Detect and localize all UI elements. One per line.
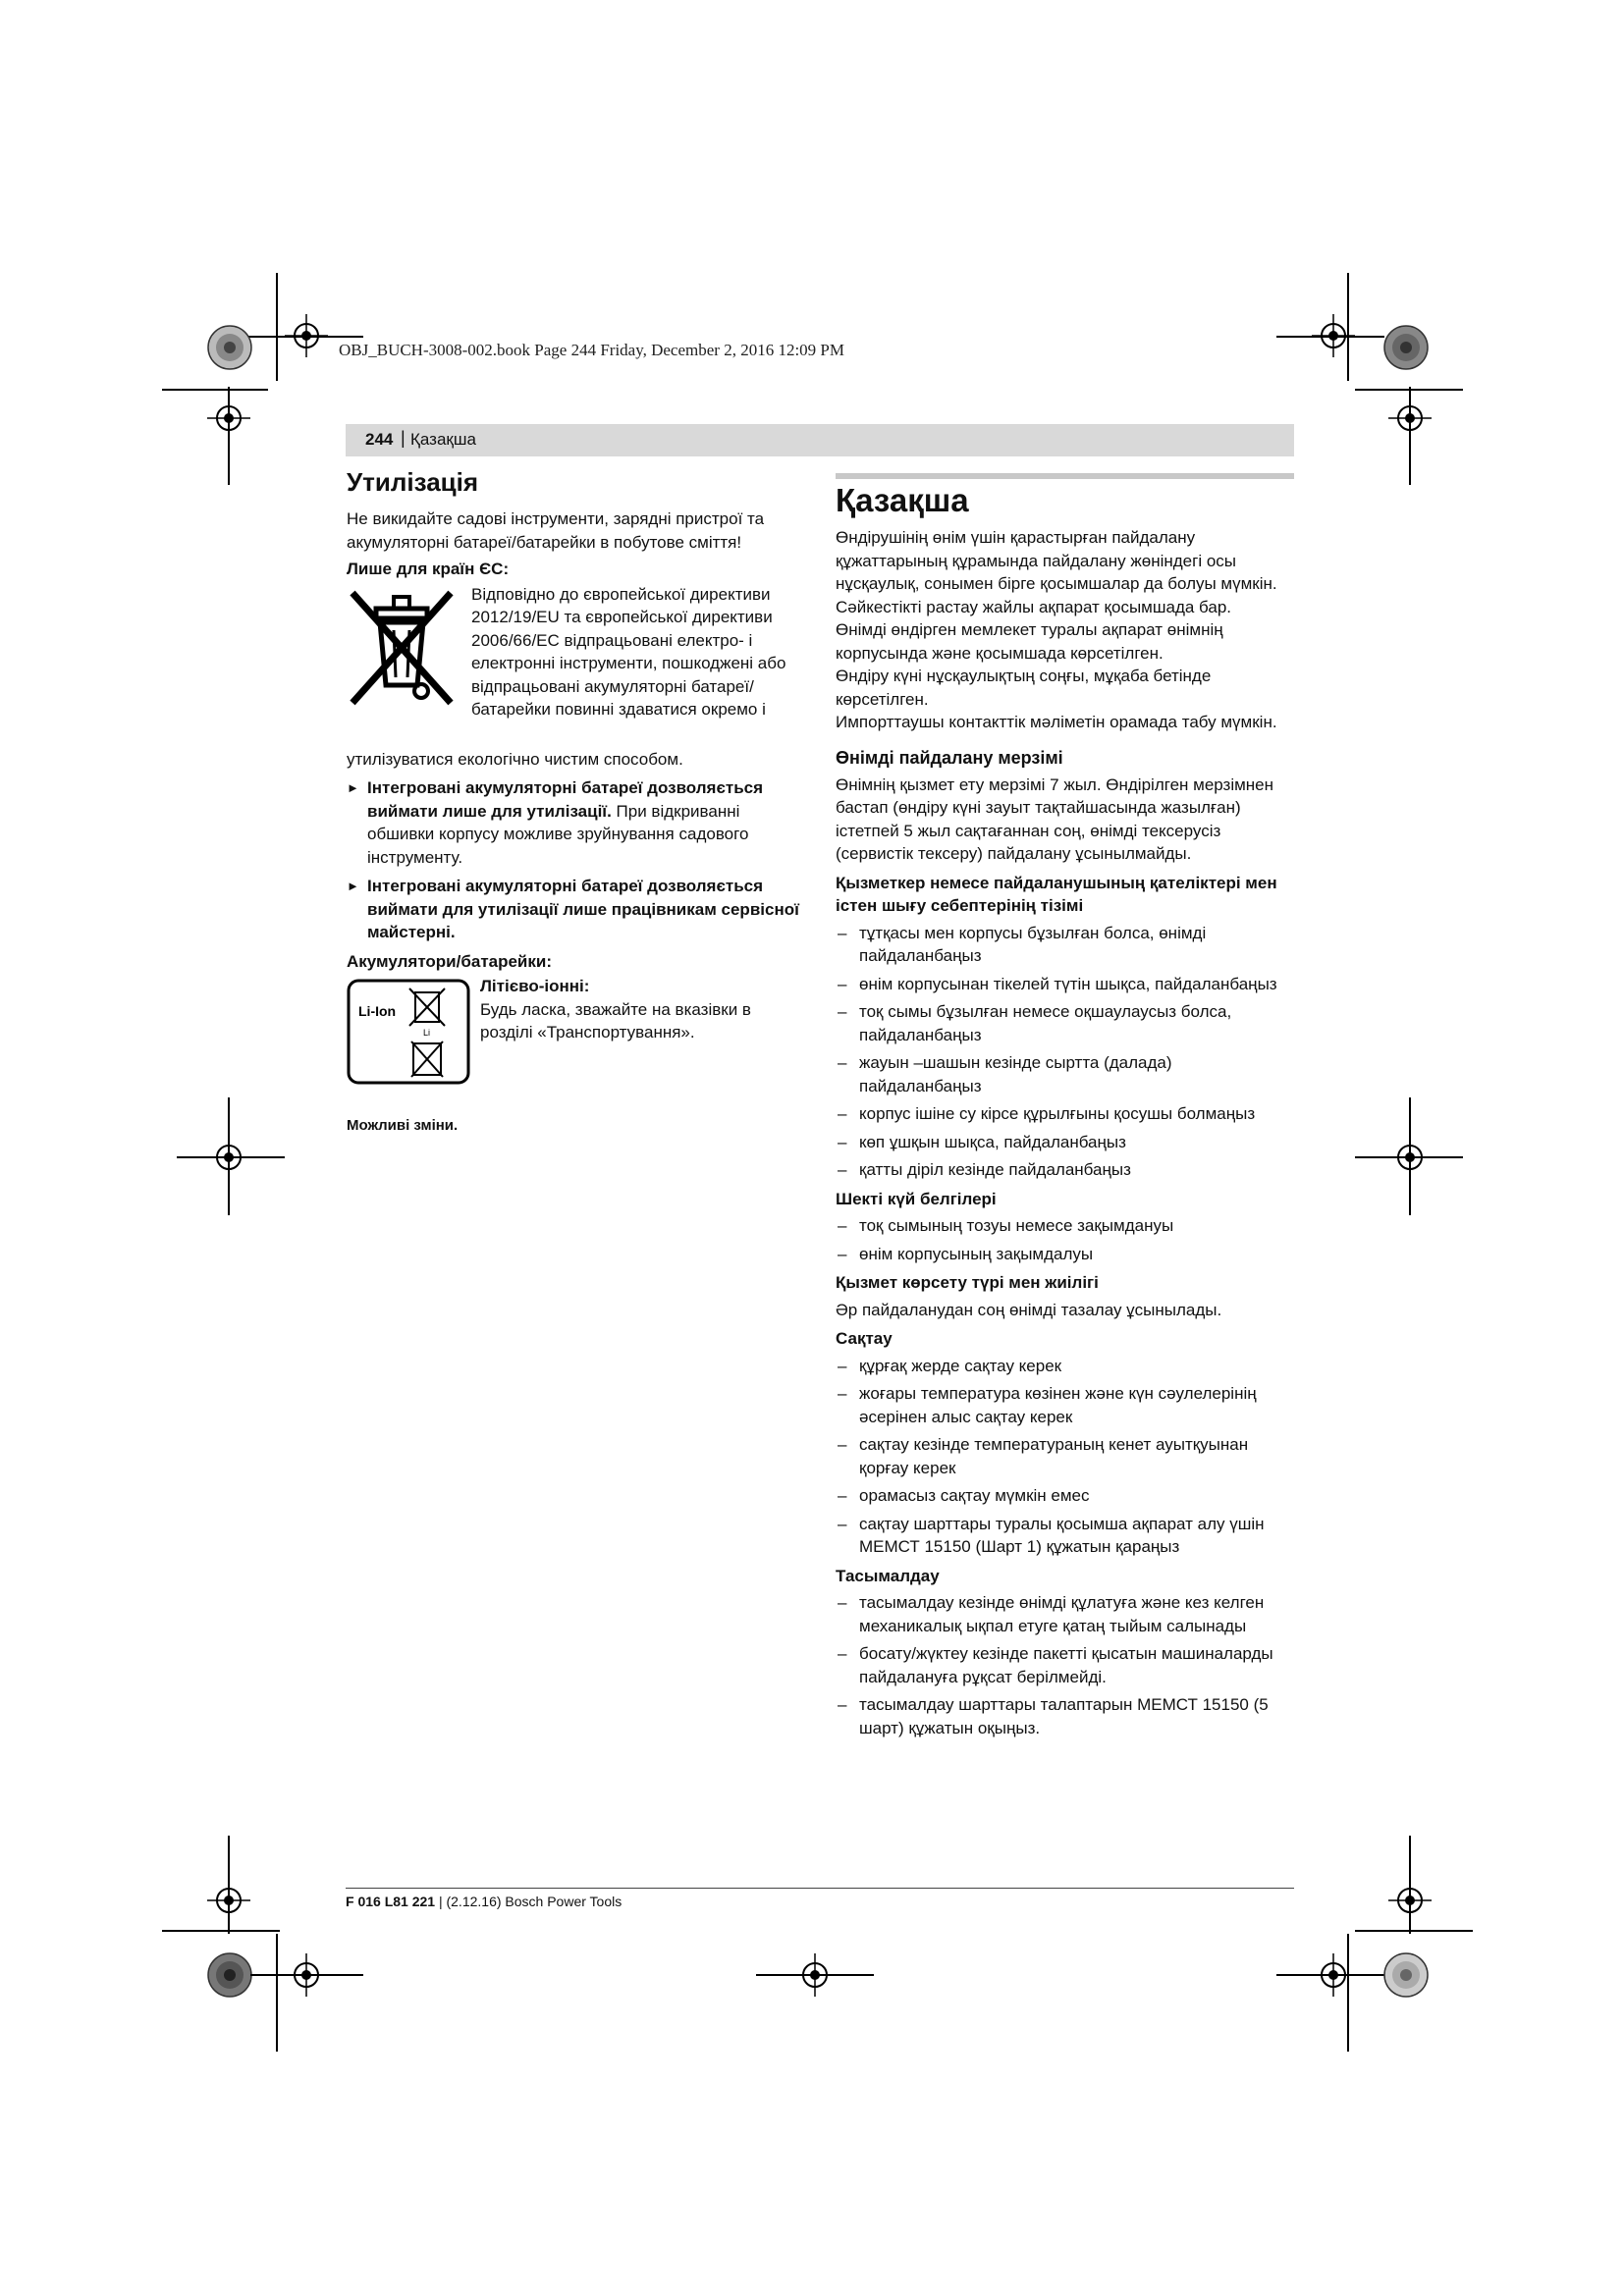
- list-item-text: құрғақ жерде сақтау керек: [859, 1356, 1062, 1375]
- dash-marker: –: [838, 974, 847, 993]
- eu-text-line-7: утилізуватися екологічно чистим способом.: [347, 749, 683, 769]
- crop-line-left-bottom-h: [162, 1930, 280, 1932]
- dash-marker: –: [838, 1644, 847, 1663]
- crop-line-left-upper-v: [228, 387, 230, 485]
- dash-marker: –: [838, 1435, 847, 1454]
- list-item: [836, 1243, 1294, 1266]
- list-item: [836, 1214, 1294, 1238]
- list-item: [836, 1355, 1294, 1378]
- storage-heading: Сақтау: [836, 1329, 893, 1348]
- dash-marker: –: [838, 1695, 847, 1714]
- bullet1-rest-text: При відкриванні обшивки корпусу можливе зруйнування садового інструменту.: [367, 801, 749, 867]
- list-item: [836, 1513, 1294, 1559]
- list-item: [836, 973, 1294, 996]
- print-info-line: OBJ_BUCH-3008-002.book Page 244 Friday, December 2, 2016 12:09 PM: [339, 341, 844, 359]
- intro-paragraph-2: Сәйкестікті растау жайлы ақпарат қосымшада бар.: [836, 597, 1232, 616]
- dash-marker: –: [838, 1104, 847, 1123]
- dash-marker: –: [838, 1053, 847, 1072]
- dash-marker: –: [838, 1356, 847, 1375]
- intro-paragraph-4: Өндіру күні нұсқаулықтың соңғы, мұқаба бетінде көрсетілген.: [836, 667, 1212, 709]
- list-item-text: көп ұшқын шықса, пайдаланбаңыз: [859, 1132, 1126, 1151]
- eu-text-line-2: 2012/19/EU та європейської директиви: [471, 608, 773, 626]
- intro-paragraph-3: Өнімді өндірген мемлекет туралы ақпарат өнімнің корпусында және қосымшада көрсетілген.: [836, 620, 1223, 663]
- eu-text-line-1: Відповідно до європейської директиви: [471, 584, 771, 604]
- crop-line-bottom-center-h: [756, 1974, 874, 1976]
- list-item: [836, 1158, 1294, 1182]
- transport-list: [836, 1591, 1294, 1739]
- page-header: [346, 424, 1294, 456]
- registration-dial-top-right-icon: [1382, 324, 1430, 371]
- bullet-marker-icon: ►: [347, 780, 359, 795]
- list-item: [836, 1642, 1294, 1688]
- eu-text-line-3: 2006/66/EC відпрацьовані електро- і: [471, 630, 753, 650]
- crop-line-bottom-left-h: [250, 1974, 363, 1976]
- header-separator: |: [401, 428, 406, 448]
- dash-marker: –: [838, 1160, 847, 1179]
- crossed-bin-icon: [347, 587, 457, 711]
- page-footer: [346, 1894, 622, 1909]
- li-label: Li: [423, 1028, 431, 1038]
- lifetime-text: Өнімнің қызмет ету мерзімі 7 жыл. Өндірілген мерзімнен бастап (өндіру күні зауыт тақтайшасында жазылған) істетпей 5 жыл сақтағаннан соң, өнімді тексерусіз (сервистік тексеру) пайдалану ұсынылмайды.: [836, 774, 1274, 863]
- list-item-text: тасымалдау шарттары талаптарын МЕМСТ 15150 (5 шарт) құжатын оқыңыз.: [859, 1695, 1269, 1737]
- batteries-heading: Акумулятори/батарейки:: [347, 951, 553, 971]
- list-item: [836, 1591, 1294, 1637]
- header-section-title: Қазақша: [410, 430, 476, 449]
- crop-line-bottom-right-h: [1276, 1974, 1384, 1976]
- list-item-text: қатты діріл кезінде пайдаланбаңыз: [859, 1160, 1131, 1179]
- bullet2-bold-text: Інтегровані акумуляторні батареї дозволяється виймати для утилізації лише працівникам сервісної майстерні.: [367, 877, 799, 941]
- list-item-text: тасымалдау кезінде өнімді құлатуға және кез келген механикалық ықпал етуге қатаң тыйым салынады: [859, 1593, 1265, 1635]
- crop-line-left-bottom-v: [228, 1836, 230, 1934]
- footer-code: F 016 L81 221: [346, 1894, 436, 1909]
- list-item: [836, 1433, 1294, 1479]
- crop-line-bottom-left-v: [276, 1934, 278, 2052]
- footer-date: (2.12.16): [446, 1894, 502, 1909]
- list-item-text: орамасыз сақтау мүмкін емес: [859, 1486, 1090, 1505]
- crop-line-right-upper-v: [1409, 387, 1411, 485]
- kazakh-title: Қазақша: [836, 482, 969, 518]
- li-ion-text: Будь ласка, зважайте на вказівки в розділі «Транспортування».: [480, 999, 751, 1041]
- registration-dial-top-left-icon: [206, 324, 253, 371]
- dash-marker: –: [838, 1002, 847, 1021]
- list-item-text: жауын –шашын кезінде сыртта (далада) пайдаланбаңыз: [859, 1053, 1172, 1095]
- list-item-text: тоқ сымы бұзылған немесе оқшаулаусыз болса, пайдаланбаңыз: [859, 1002, 1232, 1044]
- dash-marker: –: [838, 1132, 847, 1151]
- list-item: [836, 1131, 1294, 1154]
- dash-marker: –: [838, 1486, 847, 1505]
- list-item-text: тоқ сымының тозуы немесе зақымдануы: [859, 1216, 1174, 1235]
- limit-heading: Шекті күй белгілері: [836, 1189, 997, 1208]
- list-item: [836, 1051, 1294, 1097]
- list-item: [836, 1693, 1294, 1739]
- page-number: 244: [365, 430, 394, 449]
- crop-line-right-bottom-h: [1355, 1930, 1473, 1932]
- right-column: [836, 481, 1294, 1744]
- bullet-integrated-battery-2: [347, 875, 808, 944]
- list-item-text: тұтқасы мен корпусы бұзылған болса, өнімді пайдаланбаңыз: [859, 923, 1207, 965]
- crop-line-bottom-right-v: [1347, 1934, 1349, 2052]
- eu-text-line-6: батарейки повинні здаватися окремо і: [471, 700, 766, 719]
- list-item: [836, 1102, 1294, 1126]
- list-item: [836, 922, 1294, 968]
- crop-line-right-bottom-v: [1409, 1836, 1411, 1934]
- dash-marker: –: [838, 1216, 847, 1235]
- list-item-text: өнім корпусының зақымдалуы: [859, 1244, 1094, 1263]
- eu-text-line-4: електронні інструменти, пошкоджені або: [471, 654, 786, 672]
- crop-line-top-left-v: [276, 273, 278, 381]
- subject-to-change: Можливі зміни.: [347, 1117, 459, 1134]
- list-item-text: өнім корпусынан тікелей түтін шықса, пайдаланбаңыз: [859, 974, 1277, 993]
- crop-line-left-upper-h: [162, 389, 268, 391]
- lifetime-heading: Өнімді пайдалану мерзімі: [836, 747, 1063, 768]
- list-item-text: сақтау шарттары туралы қосымша ақпарат алу үшін МЕМСТ 15150 (Шарт 1) құжатын қараңыз: [859, 1514, 1265, 1556]
- list-item: [836, 1000, 1294, 1046]
- list-item-text: сақтау кезінде температураның кенет ауытқуынан қорғау керек: [859, 1435, 1249, 1477]
- disposal-intro: Не викидайте садові інструменти, зарядні пристрої та акумуляторні батареї/батарейки в побутове сміття!: [347, 509, 765, 552]
- left-column: [347, 466, 808, 1138]
- kazakh-section-rule: [836, 473, 1294, 479]
- dash-marker: –: [838, 1514, 847, 1533]
- crop-line-top-right-h: [1276, 336, 1384, 338]
- dash-marker: –: [838, 1384, 847, 1403]
- list-item-text: жоғары температура көзінен және күн сәулелерінің әсерінен алыс сақтау керек: [859, 1384, 1257, 1426]
- dash-marker: –: [838, 1244, 847, 1263]
- registration-dial-bottom-right-icon: [1382, 1951, 1430, 1999]
- list-item: [836, 1484, 1294, 1508]
- eu-heading: Лише для країн ЄС:: [347, 560, 510, 578]
- service-text: Әр пайдаланудан соң өнімді тазалау ұсынылады.: [836, 1300, 1222, 1319]
- transport-heading: Тасымалдау: [836, 1566, 940, 1585]
- li-ion-label: Li-Ion: [358, 1003, 397, 1019]
- intro-paragraph-5: Импорттаушы контакттік мәліметін орамада табу мүмкін.: [836, 713, 1277, 731]
- list-item-text: босату/жүктеу кезінде пакетті қысатын машиналарды пайдалануға рұқсат берілмейді.: [859, 1644, 1273, 1686]
- crop-line-top-right-v: [1347, 273, 1349, 381]
- eu-text-line-5: відпрацьовані акумуляторні батареї/: [471, 676, 754, 696]
- registration-dial-bottom-left-icon: [206, 1951, 253, 1999]
- crop-line-left-middle-h: [177, 1156, 285, 1158]
- list-item-text: корпус ішіне су кірсе құрылғыны қосушы болмаңыз: [859, 1104, 1256, 1123]
- crop-line-left-middle-v: [228, 1097, 230, 1215]
- disposal-title: Утилізація: [347, 467, 479, 497]
- footer-brand: Bosch Power Tools: [505, 1894, 623, 1909]
- li-ion-battery-disposal-icon: [347, 979, 470, 1085]
- intro-paragraph-1: Өндірушінің өнім үшін қарастырған пайдалану құжаттарының құрамында пайдалану жөніндегі осы нұсқаулық, сонымен бірге қосымшалар да болуы мүмкін.: [836, 528, 1277, 593]
- bullet1-bold-text: Інтегровані акумуляторні батареї дозволяється виймати лише для утилізації.: [367, 778, 764, 821]
- bullet-marker-icon: ►: [347, 879, 359, 893]
- errors-list: [836, 922, 1294, 1182]
- li-ion-heading: Літієво-іонні:: [480, 977, 590, 995]
- service-heading: Қызмет көрсету түрі мен жиілігі: [836, 1273, 1099, 1292]
- dash-marker: –: [838, 923, 847, 942]
- footer-separator: |: [438, 1894, 443, 1909]
- errors-heading: Қызметкер немесе пайдаланушының қателіктері мен істен шығу себептерінің тізімі: [836, 873, 1277, 915]
- footer-rule: [346, 1888, 1294, 1889]
- dash-marker: –: [838, 1593, 847, 1612]
- crop-line-right-middle-v: [1409, 1097, 1411, 1215]
- storage-list: [836, 1355, 1294, 1559]
- list-item: [836, 1382, 1294, 1428]
- limits-list: [836, 1214, 1294, 1265]
- crop-line-top-left-h: [245, 336, 363, 338]
- bullet-integrated-battery-1: [347, 776, 808, 869]
